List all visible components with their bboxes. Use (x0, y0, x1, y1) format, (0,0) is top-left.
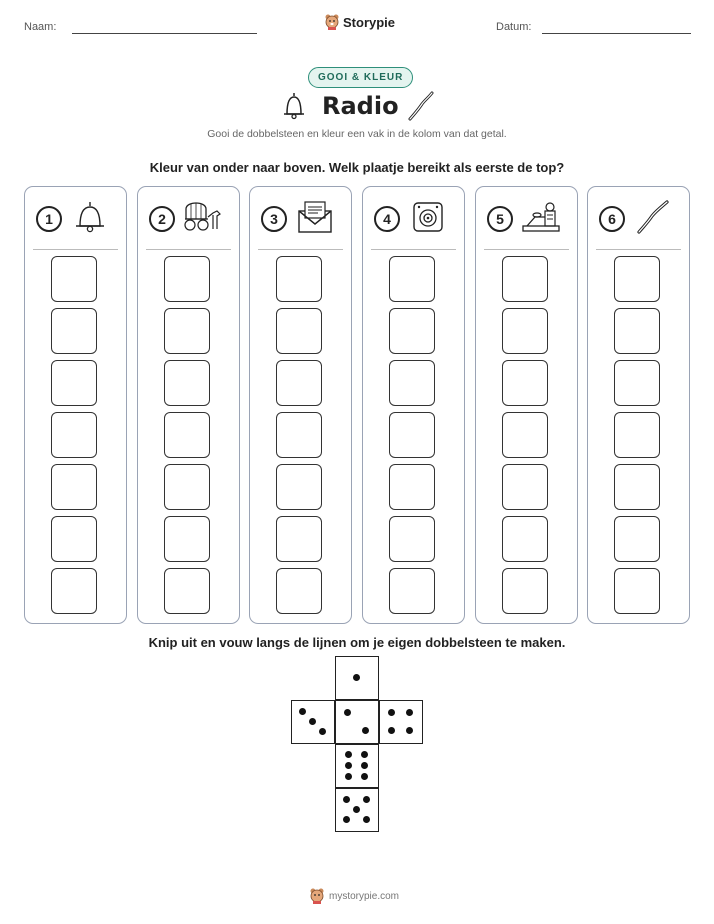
color-box[interactable] (389, 568, 435, 614)
brand-name: Storypie (343, 14, 396, 30)
color-box[interactable] (51, 256, 97, 302)
dice-instruction: Knip uit en vouw langs de lijnen om je eigen dobbelsteen te maken. (148, 635, 566, 650)
instruction: Kleur van onder naar boven. Welk plaatje bereikt als eerste de top? (149, 160, 565, 175)
column-3 (249, 186, 352, 624)
subtitle: Gooi de dobbelsteen en kleur een vak in de kolom van dat getal. (207, 128, 507, 140)
column-number: 6 (599, 206, 625, 232)
dice-face-4 (379, 700, 423, 744)
color-box[interactable] (164, 568, 210, 614)
bell-icon (70, 199, 110, 235)
color-box[interactable] (164, 308, 210, 354)
column-number: 1 (36, 206, 62, 232)
color-box[interactable] (276, 568, 322, 614)
page-title: Radio (322, 92, 399, 120)
column-1 (24, 186, 127, 624)
speaker-icon (408, 199, 448, 235)
color-box[interactable] (502, 568, 548, 614)
dice-pip (363, 816, 370, 823)
dice-pip (388, 727, 395, 734)
dice-pip (299, 708, 306, 715)
color-box[interactable] (614, 360, 660, 406)
dice-pip (309, 718, 316, 725)
column-divider (146, 249, 231, 250)
column-number: 3 (261, 206, 287, 232)
color-box[interactable] (614, 568, 660, 614)
color-box[interactable] (276, 516, 322, 562)
dice-pip (343, 796, 350, 803)
color-box[interactable] (164, 256, 210, 302)
column-divider (484, 249, 569, 250)
dice-pip (361, 762, 368, 769)
color-box[interactable] (164, 360, 210, 406)
color-box[interactable] (51, 464, 97, 510)
color-box[interactable] (51, 308, 97, 354)
brand-logo (325, 14, 395, 30)
date-line[interactable] (542, 33, 691, 34)
dice-pip (319, 728, 326, 735)
color-box[interactable] (164, 516, 210, 562)
dice-face-1 (335, 656, 379, 700)
color-box[interactable] (276, 308, 322, 354)
dice-pip (345, 751, 352, 758)
telegraph-key-icon (521, 199, 561, 235)
title-cable-icon (406, 90, 436, 122)
color-box[interactable] (502, 516, 548, 562)
dice-pip (388, 709, 395, 716)
dice-pip (361, 773, 368, 780)
column-number: 2 (149, 206, 175, 232)
dice-pip (344, 709, 351, 716)
color-box[interactable] (389, 464, 435, 510)
footer-url: mystorypie.com (329, 890, 400, 902)
color-box[interactable] (164, 464, 210, 510)
color-box[interactable] (389, 412, 435, 458)
column-number: 5 (487, 206, 513, 232)
dice-pip (406, 709, 413, 716)
column-2 (137, 186, 240, 624)
color-box[interactable] (51, 516, 97, 562)
column-divider (596, 249, 681, 250)
color-box[interactable] (389, 516, 435, 562)
color-box[interactable] (276, 412, 322, 458)
column-divider (33, 249, 118, 250)
bear-logo-icon (325, 14, 339, 30)
column-5 (475, 186, 578, 624)
dice-pip (345, 762, 352, 769)
dice-face-5 (335, 788, 379, 832)
dice-pip (345, 773, 352, 780)
color-box[interactable] (164, 412, 210, 458)
dice-face-2 (335, 700, 379, 744)
color-box[interactable] (389, 256, 435, 302)
color-box[interactable] (276, 360, 322, 406)
cable-icon (633, 199, 673, 235)
covered-wagon-icon (183, 199, 223, 235)
color-box[interactable] (389, 308, 435, 354)
color-box[interactable] (614, 516, 660, 562)
color-box[interactable] (502, 360, 548, 406)
color-box[interactable] (614, 256, 660, 302)
column-divider (371, 249, 456, 250)
date-label: Datum: (496, 21, 532, 33)
color-box[interactable] (51, 412, 97, 458)
column-4 (362, 186, 465, 624)
footer (310, 888, 399, 904)
name-line[interactable] (72, 33, 257, 34)
color-box[interactable] (276, 256, 322, 302)
dice-pip (361, 751, 368, 758)
color-box[interactable] (51, 568, 97, 614)
color-box[interactable] (614, 464, 660, 510)
color-box[interactable] (502, 256, 548, 302)
color-box[interactable] (502, 464, 548, 510)
color-box[interactable] (389, 360, 435, 406)
dice-face-6 (335, 744, 379, 788)
dice-face-3 (291, 700, 335, 744)
dice-pip (353, 674, 360, 681)
color-box[interactable] (614, 308, 660, 354)
category-badge: GOOI & KLEUR (308, 67, 413, 88)
column-divider (258, 249, 343, 250)
column-number: 4 (374, 206, 400, 232)
color-box[interactable] (276, 464, 322, 510)
name-label: Naam: (24, 21, 57, 33)
color-box[interactable] (502, 308, 548, 354)
color-box[interactable] (614, 412, 660, 458)
column-6 (587, 186, 690, 624)
envelope-icon (295, 199, 335, 235)
dice-pip (353, 806, 360, 813)
dice-pip (406, 727, 413, 734)
title-bell-icon (280, 90, 308, 122)
dice-pip (362, 727, 369, 734)
dice-pip (363, 796, 370, 803)
dice-pip (343, 816, 350, 823)
color-box[interactable] (502, 412, 548, 458)
color-box[interactable] (51, 360, 97, 406)
footer-bear-icon (310, 888, 324, 904)
